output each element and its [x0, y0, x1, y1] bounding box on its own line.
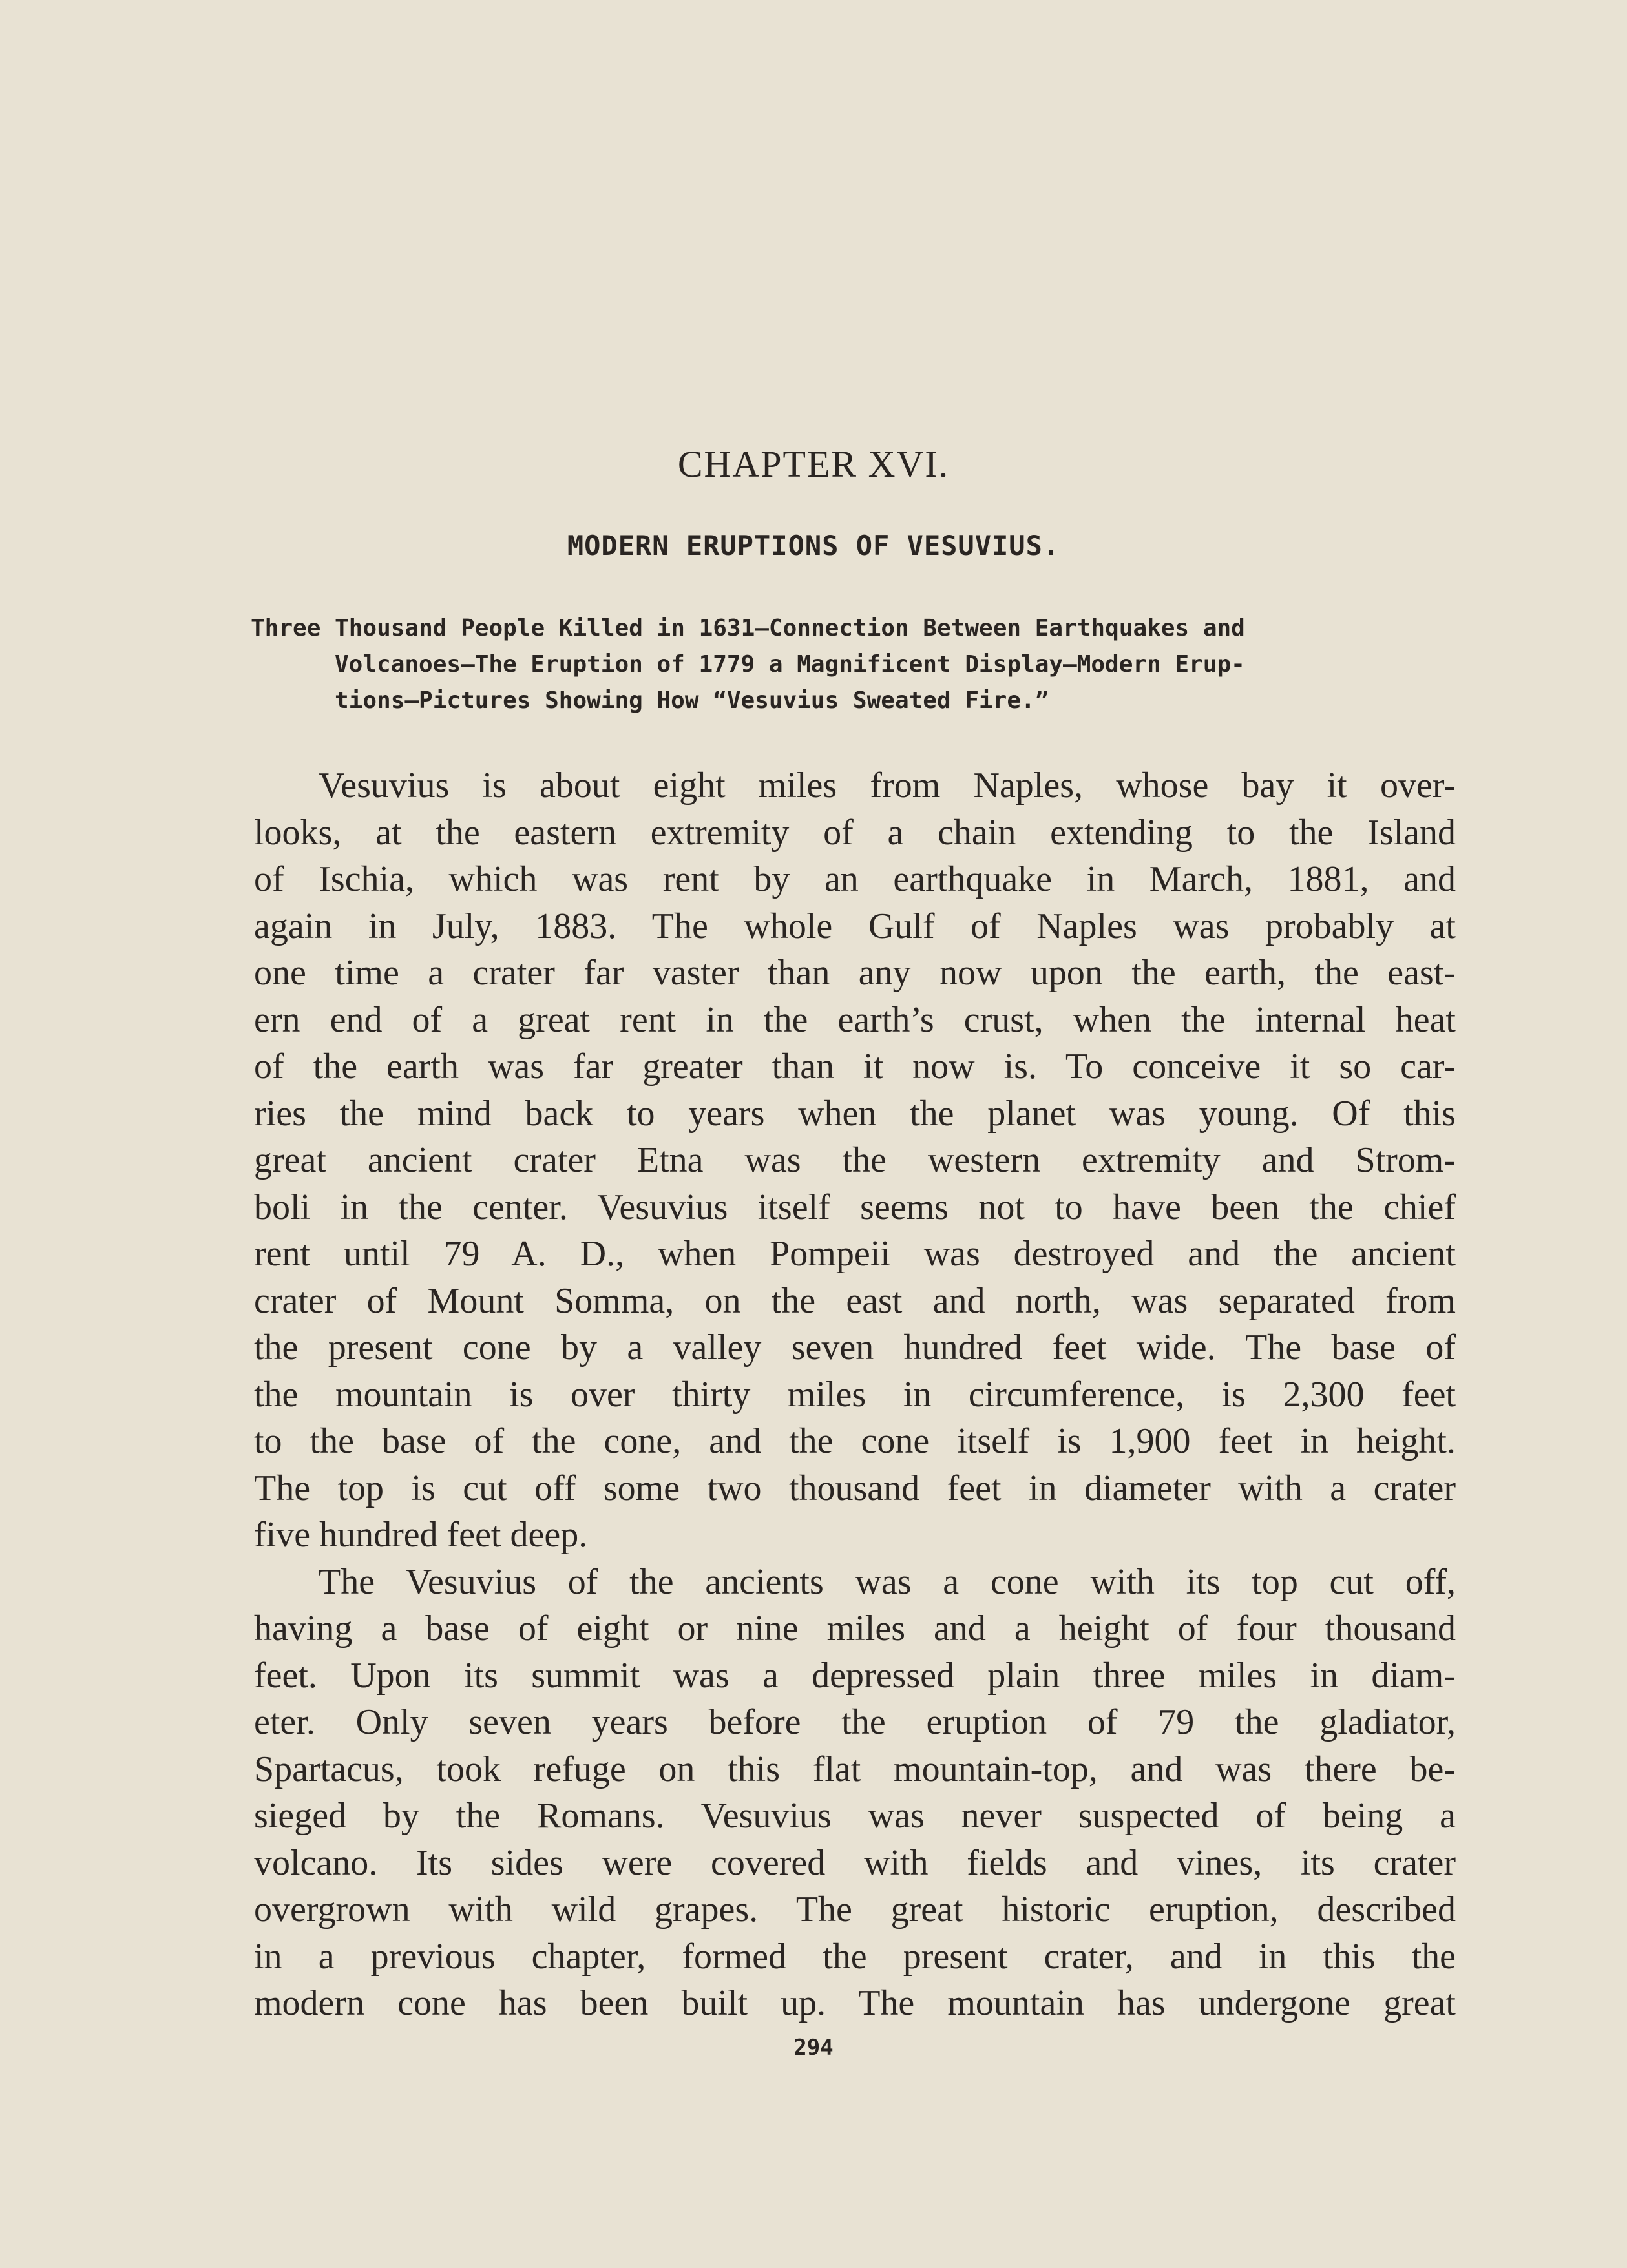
body-line: of Ischia, which was rent by an earthquake in March, 1881, and	[254, 859, 1456, 899]
body-line: sieged by the Romans. Vesuvius was never suspected of being a	[254, 1796, 1456, 1836]
body-line: the present cone by a valley seven hundred feet wide. The base of	[254, 1327, 1456, 1368]
body-line: to the base of the cone, and the cone itself is 1,900 feet in height.	[254, 1421, 1456, 1461]
synopsis-line: Volcanoes—The Eruption of 1779 a Magnificent Display—Modern Erup-	[335, 651, 1245, 678]
body-line: ern end of a great rent in the earth’s crust, when the internal heat	[254, 999, 1456, 1040]
body-line: five hundred feet deep.	[254, 1515, 588, 1555]
body-line: crater of Mount Somma, on the east and north, was separated from	[254, 1280, 1456, 1321]
body-line: great ancient crater Etna was the western extremity and Strom-	[254, 1140, 1456, 1180]
body-line: The top is cut off some two thousand feet in diameter with a crater	[254, 1468, 1456, 1508]
body-line: The Vesuvius of the ancients was a cone with its top cut off,	[319, 1561, 1456, 1602]
body-line: overgrown with wild grapes. The great historic eruption, described	[254, 1889, 1456, 1930]
body-line: having a base of eight or nine miles and a height of four thousand	[254, 1608, 1456, 1649]
body-text	[254, 762, 1456, 2027]
chapter-title: CHAPTER XVI.	[677, 443, 950, 485]
page-number: 294	[793, 2035, 834, 2061]
body-line: Spartacus, took refuge on this flat mountain-top, and was there be-	[254, 1749, 1456, 1789]
body-line: boli in the center. Vesuvius itself seems not to have been the chief	[254, 1187, 1456, 1227]
body-line: looks, at the eastern extremity of a chain extending to the Island	[254, 812, 1456, 853]
body-line: Vesuvius is about eight miles from Naples, whose bay it over-	[319, 765, 1456, 806]
body-line: one time a crater far vaster than any now upon the earth, the east-	[254, 953, 1456, 993]
body-line: eter. Only seven years before the eruption of 79 the gladiator,	[254, 1702, 1456, 1742]
synopsis-line: tions—Pictures Showing How “Vesuvius Sweated Fire.”	[335, 687, 1049, 714]
body-line: again in July, 1883. The whole Gulf of Naples was probably at	[254, 906, 1456, 946]
body-line: in a previous chapter, formed the present crater, and in this the	[254, 1936, 1456, 1977]
chapter-synopsis	[251, 610, 1453, 719]
body-line: ries the mind back to years when the planet was young. Of this	[254, 1093, 1456, 1134]
body-line: rent until 79 A. D., when Pompeii was destroyed and the ancient	[254, 1234, 1456, 1274]
body-line: of the earth was far greater than it now is. To conceive it so car-	[254, 1046, 1456, 1087]
body-line: feet. Upon its summit was a depressed plain three miles in diam-	[254, 1655, 1456, 1696]
body-line: modern cone has been built up. The mountain has undergone great	[254, 1983, 1456, 2023]
chapter-subtitle: MODERN ERUPTIONS OF VESUVIUS.	[567, 530, 1060, 561]
synopsis-line: Three Thousand People Killed in 1631—Connection Between Earthquakes and	[251, 615, 1245, 641]
body-line: the mountain is over thirty miles in circumference, is 2,300 feet	[254, 1374, 1456, 1415]
body-line: volcano. Its sides were covered with fields and vines, its crater	[254, 1842, 1456, 1883]
